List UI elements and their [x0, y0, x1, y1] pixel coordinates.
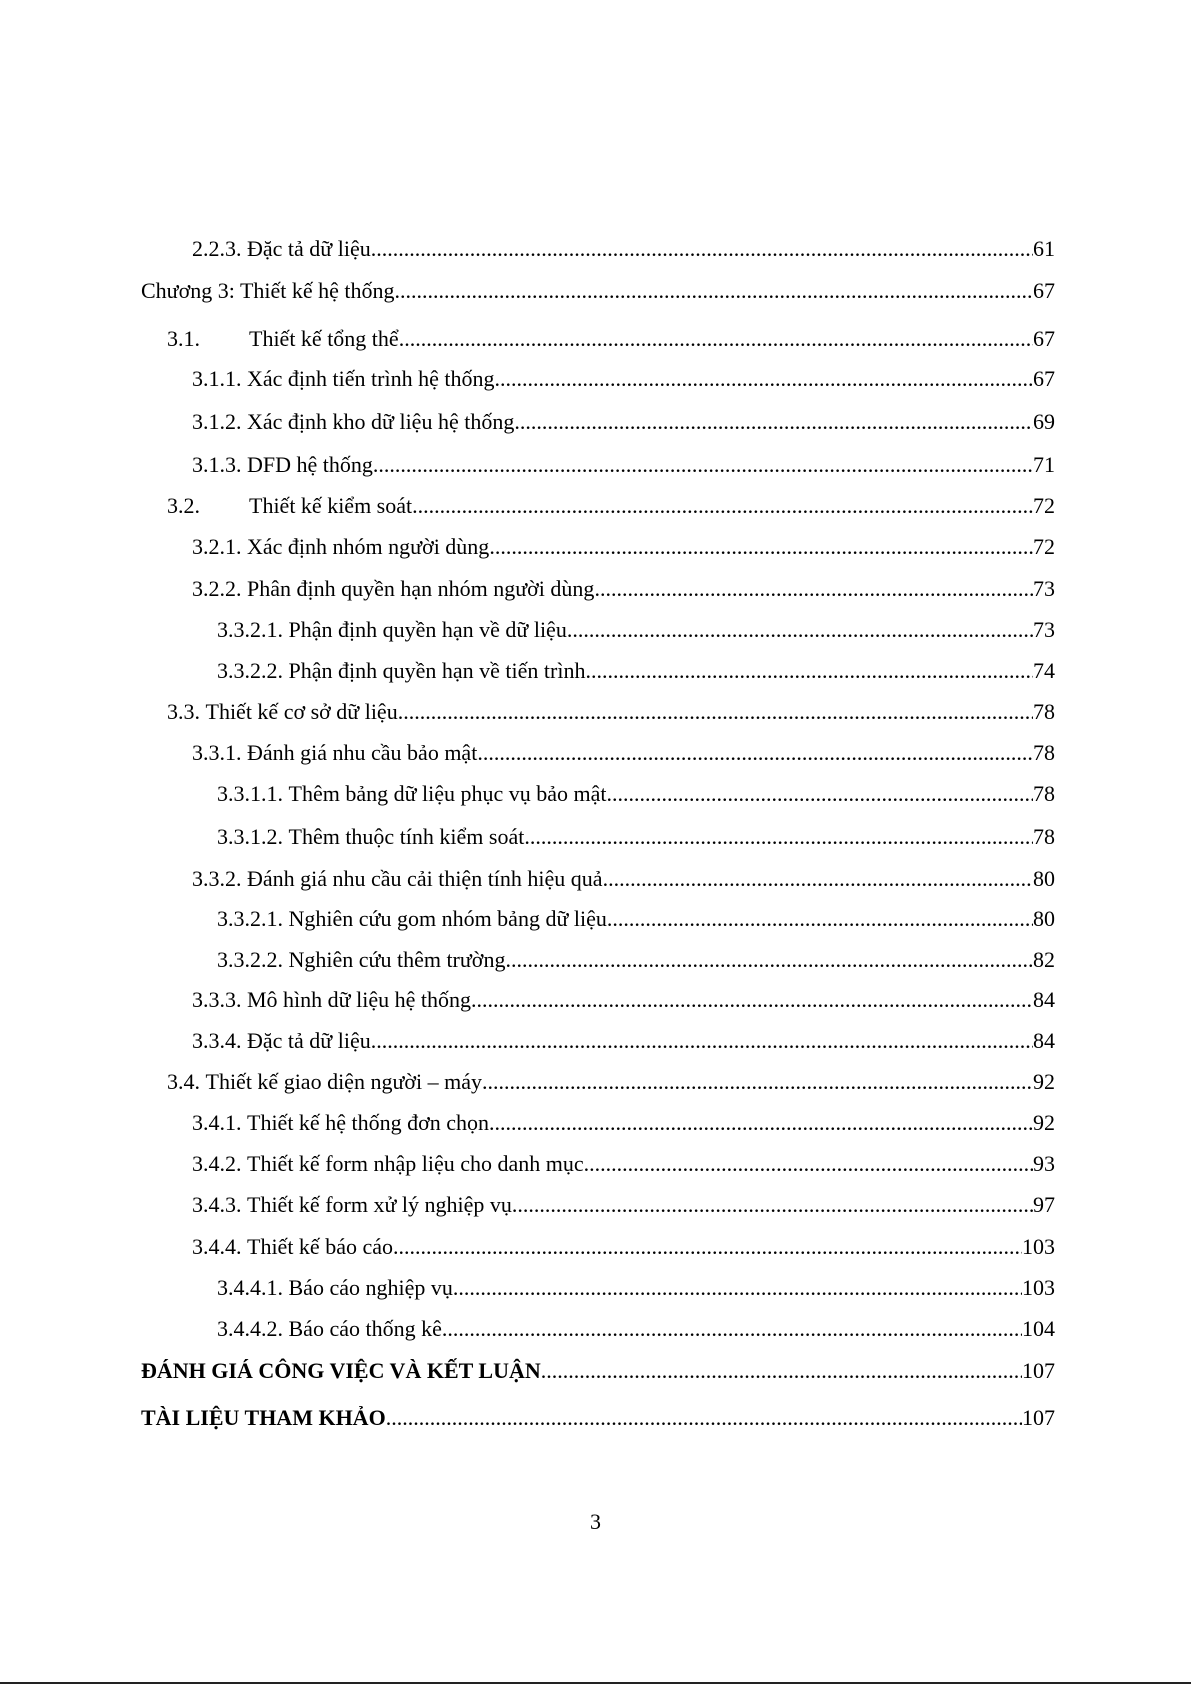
toc-entry-number: 3.3.2.: [192, 866, 242, 891]
toc-entry-number: 3.1.3.: [192, 452, 242, 477]
toc-entry-title: Xác định kho dữ liệu hệ thống: [247, 409, 515, 434]
toc-entry-page: 73: [1033, 617, 1055, 642]
toc-entry-number: 3.3.2.2.: [217, 947, 283, 972]
dot-leader: [442, 1314, 1022, 1344]
toc-entry-page: 92: [1033, 1110, 1055, 1135]
toc-entry[interactable]: [217, 945, 1055, 975]
toc-entry[interactable]: [192, 1232, 1055, 1262]
toc-entry-page: 107: [1022, 1358, 1055, 1383]
toc-entry-page: 78: [1033, 824, 1055, 849]
toc-entry-page: 80: [1033, 866, 1055, 891]
toc-entry-number: 3.4.3.: [192, 1192, 242, 1217]
toc-entry-number: 3.2.: [167, 493, 200, 518]
toc-entry-title: Chương 3: Thiết kế hệ thống: [141, 278, 395, 303]
toc-entry-title: Thiết kế form xử lý nghiệp vụ: [247, 1192, 512, 1217]
toc-entry-title: Thiết kế hệ thống đơn chọn: [247, 1110, 489, 1135]
toc-entry-number: 2.2.3.: [192, 236, 242, 261]
dot-leader: [471, 985, 1033, 1015]
toc-entry-title: Phận định quyền hạn về tiến trình: [288, 658, 586, 683]
dot-leader: [371, 234, 1033, 264]
toc-entry[interactable]: [217, 779, 1055, 809]
toc-entry-page: 78: [1033, 699, 1055, 724]
toc-entry-number: 3.3.2.2.: [217, 658, 283, 683]
dot-leader: [603, 864, 1033, 894]
toc-entry-title: Nghiên cứu thêm trường: [288, 947, 506, 972]
toc-entry-title: Thiết kế cơ sở dữ liệu: [205, 699, 398, 724]
toc-entry-page: 103: [1022, 1234, 1055, 1259]
dot-leader: [607, 904, 1033, 934]
toc-entry-number: 3.3.3.: [192, 987, 242, 1012]
bottom-divider: [0, 1682, 1191, 1684]
toc-entry[interactable]: [217, 904, 1055, 934]
dot-leader: [607, 779, 1033, 809]
toc-entry[interactable]: [192, 450, 1055, 480]
toc-entry-title: Thêm bảng dữ liệu phục vụ bảo mật: [288, 781, 607, 806]
toc-entry-number: 3.4.4.2.: [217, 1316, 283, 1341]
dot-leader: [489, 532, 1033, 562]
toc-entry-page: 67: [1033, 326, 1055, 351]
toc-entry-title: Thiết kế báo cáo: [247, 1234, 393, 1259]
toc-entry[interactable]: [192, 1149, 1055, 1179]
dot-leader: [393, 1232, 1022, 1262]
toc-entry-number: 3.4.2.: [192, 1151, 242, 1176]
toc-entry[interactable]: [141, 1403, 1055, 1433]
toc-entry-page: 82: [1033, 947, 1055, 972]
toc-entry-page: 84: [1033, 1028, 1055, 1053]
toc-entry[interactable]: [217, 1314, 1055, 1344]
dot-leader: [541, 1356, 1022, 1386]
toc-entry[interactable]: [192, 1108, 1055, 1138]
toc-entry[interactable]: [192, 1026, 1055, 1056]
toc-entry-page: 71: [1033, 452, 1055, 477]
toc-entry-page: 73: [1033, 576, 1055, 601]
toc-entry-title: Phận định quyền hạn về dữ liệu: [288, 617, 567, 642]
toc-entry[interactable]: [192, 1190, 1055, 1220]
dot-leader: [512, 1190, 1033, 1220]
toc-entry-page: 72: [1033, 534, 1055, 559]
toc-entry-title: Mô hình dữ liệu hệ thống: [247, 987, 471, 1012]
toc-entry-page: 103: [1022, 1275, 1055, 1300]
toc-entry[interactable]: [217, 615, 1055, 645]
toc-entry-page: 78: [1033, 781, 1055, 806]
toc-entry-page: 104: [1022, 1316, 1055, 1341]
dot-leader: [371, 1026, 1033, 1056]
toc-entry[interactable]: [167, 697, 1055, 727]
dot-leader: [585, 656, 1033, 686]
toc-entry-page: 93: [1033, 1151, 1055, 1176]
dot-leader: [453, 1273, 1022, 1303]
toc-entry-title: Xác định nhóm người dùng: [247, 534, 490, 559]
toc-entry-page: 97: [1033, 1192, 1055, 1217]
toc-entry-number: 3.4.1.: [192, 1110, 242, 1135]
toc-entry-title: Phân định quyền hạn nhóm người dùng: [247, 576, 595, 601]
toc-entry-title: ĐÁNH GIÁ CÔNG VIỆC VÀ KẾT LUẬN: [141, 1358, 541, 1383]
toc-entry-title: Nghiên cứu gom nhóm bảng dữ liệu: [288, 906, 607, 931]
toc-entry-page: 72: [1033, 493, 1055, 518]
toc-entry-number: 3.2.1.: [192, 534, 242, 559]
toc-entry-number: 3.3.2.1.: [217, 617, 283, 642]
toc-entry[interactable]: [192, 864, 1055, 894]
page-number: 3: [590, 1509, 601, 1534]
toc-entry-page: 80: [1033, 906, 1055, 931]
toc-entry-title: Đánh giá nhu cầu bảo mật: [247, 740, 478, 765]
dot-leader: [395, 276, 1033, 306]
dot-leader: [399, 324, 1033, 354]
toc-entry-page: 67: [1033, 278, 1055, 303]
toc-entry-page: 84: [1033, 987, 1055, 1012]
dot-leader: [398, 697, 1033, 727]
toc-entry-number: 3.1.1.: [192, 366, 242, 391]
toc-entry[interactable]: [192, 234, 1055, 264]
toc-entry[interactable]: [217, 822, 1055, 852]
toc-entry-page: 107: [1022, 1405, 1055, 1430]
toc-entry-number: 3.1.: [167, 326, 200, 351]
toc-entry[interactable]: [192, 574, 1055, 604]
dot-leader: [505, 945, 1033, 975]
toc-entry-title: Xác định tiến trình hệ thống: [247, 366, 495, 391]
dot-leader: [477, 738, 1033, 768]
toc-entry-title: TÀI LIỆU THAM KHẢO: [141, 1405, 386, 1430]
toc-entry[interactable]: [167, 1067, 1055, 1097]
toc-entry[interactable]: [217, 656, 1055, 686]
toc-entry[interactable]: [192, 364, 1055, 394]
dot-leader: [373, 450, 1033, 480]
toc-entry-number: 3.3.1.: [192, 740, 242, 765]
toc-entry-page: 67: [1033, 366, 1055, 391]
toc-entry-title: Thiết kế tổng thể: [249, 326, 399, 351]
toc-entry-number: 3.4.4.: [192, 1234, 242, 1259]
dot-leader: [494, 364, 1033, 394]
dot-leader: [412, 491, 1033, 521]
toc-entry-title: Thiết kế kiểm soát: [249, 493, 413, 518]
toc-entry[interactable]: [192, 738, 1055, 768]
dot-leader: [594, 574, 1033, 604]
toc-entry-title: Thêm thuộc tính kiểm soát: [288, 824, 525, 849]
toc-entry-title: Thiết kế giao diện người – máy: [205, 1069, 482, 1094]
toc-entry-number: 3.2.2.: [192, 576, 242, 601]
toc-entry-number: 3.3.1.2.: [217, 824, 283, 849]
dot-leader: [514, 407, 1033, 437]
toc-entry-number: 3.4.4.1.: [217, 1275, 283, 1300]
toc-entry[interactable]: [192, 985, 1055, 1015]
toc-entry-title: Thiết kế form nhập liệu cho danh mục: [247, 1151, 584, 1176]
toc-entry-title: Đặc tả dữ liệu: [247, 1028, 371, 1053]
dot-leader: [584, 1149, 1033, 1179]
toc-entry-number: 3.3.1.1.: [217, 781, 283, 806]
dot-leader: [482, 1067, 1033, 1097]
toc-entry-page: 61: [1033, 236, 1055, 261]
toc-entry-number: 3.3.: [167, 699, 200, 724]
toc-entry-title: Đánh giá nhu cầu cải thiện tính hiệu quả: [247, 866, 603, 891]
toc-entry[interactable]: [141, 1356, 1055, 1386]
toc-entry-number: 3.1.2.: [192, 409, 242, 434]
toc-entry-number: 3.4.: [167, 1069, 200, 1094]
toc-entry-page: 74: [1033, 658, 1055, 683]
toc-entry[interactable]: [141, 276, 1055, 306]
toc-entry-page: 69: [1033, 409, 1055, 434]
toc-entry[interactable]: [167, 491, 1055, 521]
toc-entry-title: Báo cáo nghiệp vụ: [288, 1275, 453, 1300]
toc-entry-page: 92: [1033, 1069, 1055, 1094]
dot-leader: [386, 1403, 1022, 1433]
dot-leader: [489, 1108, 1033, 1138]
toc-entry[interactable]: [192, 407, 1055, 437]
toc-entry-title: Đặc tả dữ liệu: [247, 236, 371, 261]
toc-entry-title: Báo cáo thống kê: [288, 1316, 442, 1341]
toc-entry[interactable]: [217, 1273, 1055, 1303]
dot-leader: [524, 822, 1033, 852]
toc-entry-number: 3.3.4.: [192, 1028, 242, 1053]
toc-entry-page: 78: [1033, 740, 1055, 765]
toc-entry[interactable]: [192, 532, 1055, 562]
dot-leader: [567, 615, 1033, 645]
toc-entry-number: 3.3.2.1.: [217, 906, 283, 931]
toc-entry[interactable]: [167, 324, 1055, 354]
toc-entry-title: DFD hệ thống: [247, 452, 373, 477]
